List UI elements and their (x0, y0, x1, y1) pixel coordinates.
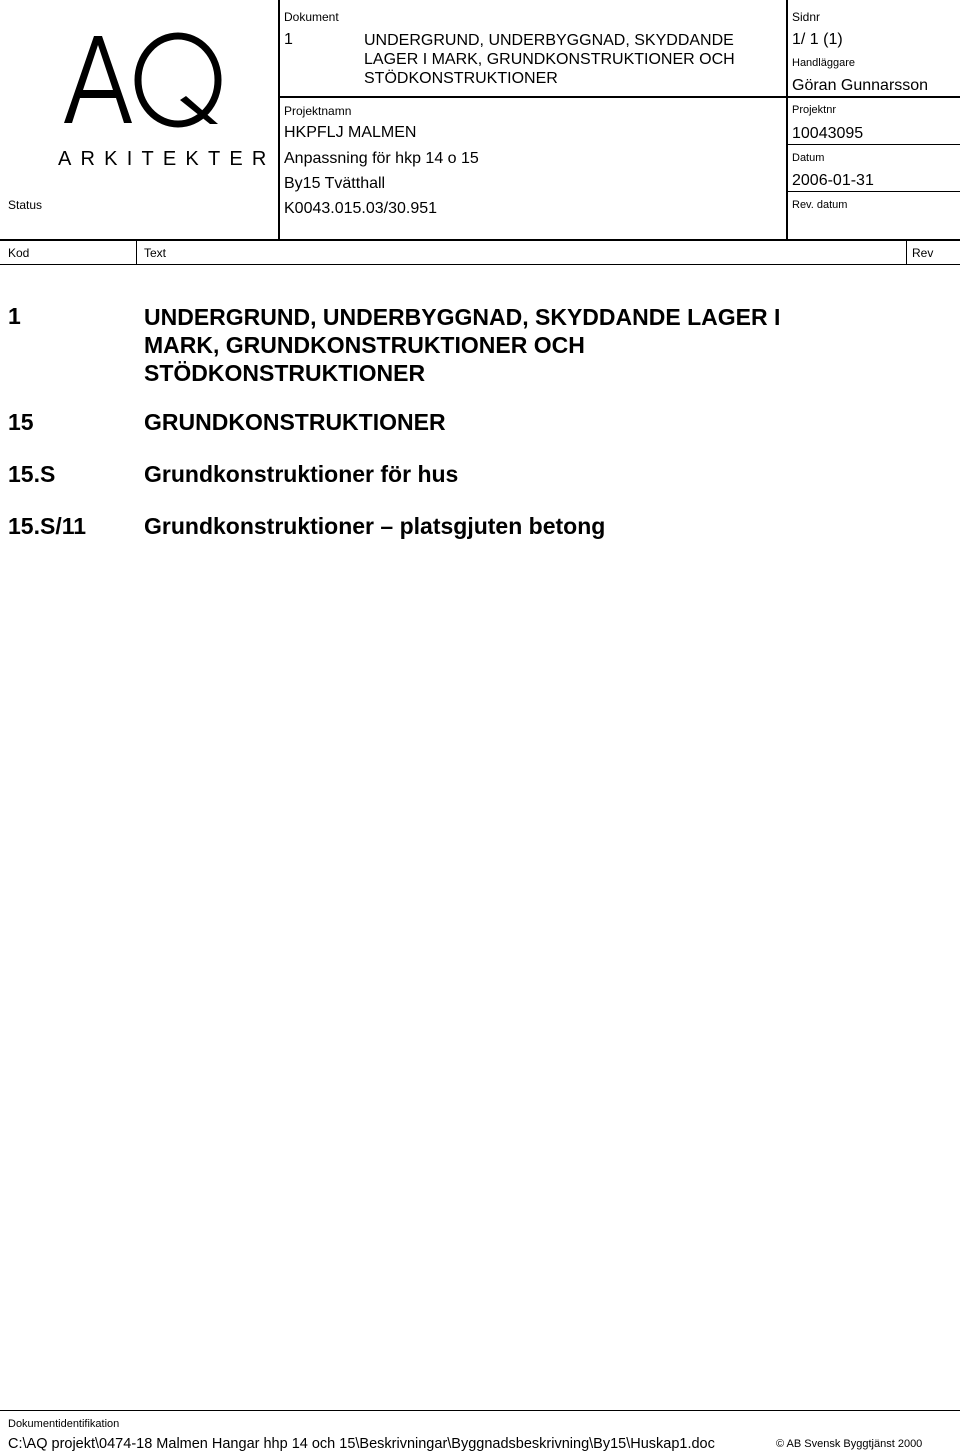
section-code: 15 (8, 409, 34, 435)
section-title-line: UNDERGRUND, UNDERBYGGNAD, SKYDDANDE LAGER I (144, 304, 781, 330)
divider (788, 144, 960, 145)
status-label: Status (8, 198, 43, 212)
footer-label: Dokumentidentifikation (8, 1418, 120, 1430)
section-title: GRUNDKONSTRUKTIONER (144, 409, 446, 435)
section-title (144, 303, 780, 387)
divider (788, 191, 960, 192)
document-path: C:\AQ projekt\0474-18 Malmen Hangar hhp 14 och 15\Beskrivningar\Byggnadsbeskrivning\By15\Huskap1.doc (8, 1436, 715, 1452)
projektnamn-line: HKPFLJ MALMEN (284, 124, 417, 141)
aq-logo (56, 28, 276, 173)
handlaggare-label: Handläggare (792, 57, 855, 69)
divider (906, 241, 907, 265)
projektnr-value: 10043095 (792, 125, 864, 142)
projektnamn-label: Projektnamn (284, 104, 352, 118)
section-title: Grundkonstruktioner för hus (144, 461, 459, 487)
dokument-title (364, 31, 735, 88)
column-kod: Kod (8, 246, 30, 260)
dokument-title-line: LAGER I MARK, GRUNDKONSTRUKTIONER OCH (364, 51, 735, 68)
sidnr-value: 1/ 1 (1) (792, 31, 843, 48)
section-title-line: STÖDKONSTRUKTIONER (144, 360, 426, 386)
column-text: Text (144, 246, 167, 260)
logo-wordmark: ARKITEKTER (58, 148, 276, 170)
projektnamn-line: Anpassning för hkp 14 o 15 (284, 150, 479, 167)
datum-label: Datum (792, 152, 825, 164)
projektnr-label: Projektnr (792, 104, 837, 116)
divider (786, 0, 788, 240)
dokument-number: 1 (284, 31, 293, 48)
divider (0, 264, 960, 265)
projektnamn-line: K0043.015.03/30.951 (284, 200, 438, 217)
dokument-label: Dokument (284, 10, 339, 24)
copyright: © AB Svensk Byggtjänst 2000 (776, 1438, 923, 1450)
section-title-line: MARK, GRUNDKONSTRUKTIONER OCH (144, 332, 585, 358)
dokument-title-line: UNDERGRUND, UNDERBYGGNAD, SKYDDANDE (364, 32, 734, 49)
dokument-title-line: STÖDKONSTRUKTIONER (364, 70, 558, 87)
divider (0, 1410, 960, 1411)
revdatum-label: Rev. datum (792, 199, 848, 211)
projektnamn-line: By15 Tvätthall (284, 175, 386, 192)
divider (136, 241, 137, 265)
section-title: Grundkonstruktioner – platsgjuten betong (144, 513, 606, 539)
divider (278, 0, 280, 240)
divider (788, 96, 960, 98)
divider (0, 239, 960, 241)
column-rev: Rev (912, 246, 934, 260)
sidnr-label: Sidnr (792, 10, 821, 24)
divider (280, 96, 786, 98)
section-code: 1 (8, 303, 21, 329)
section-code: 15.S (8, 461, 56, 487)
datum-value: 2006-01-31 (792, 172, 874, 189)
section-code: 15.S/11 (8, 513, 87, 539)
handlaggare-value: Göran Gunnarsson (792, 77, 929, 94)
